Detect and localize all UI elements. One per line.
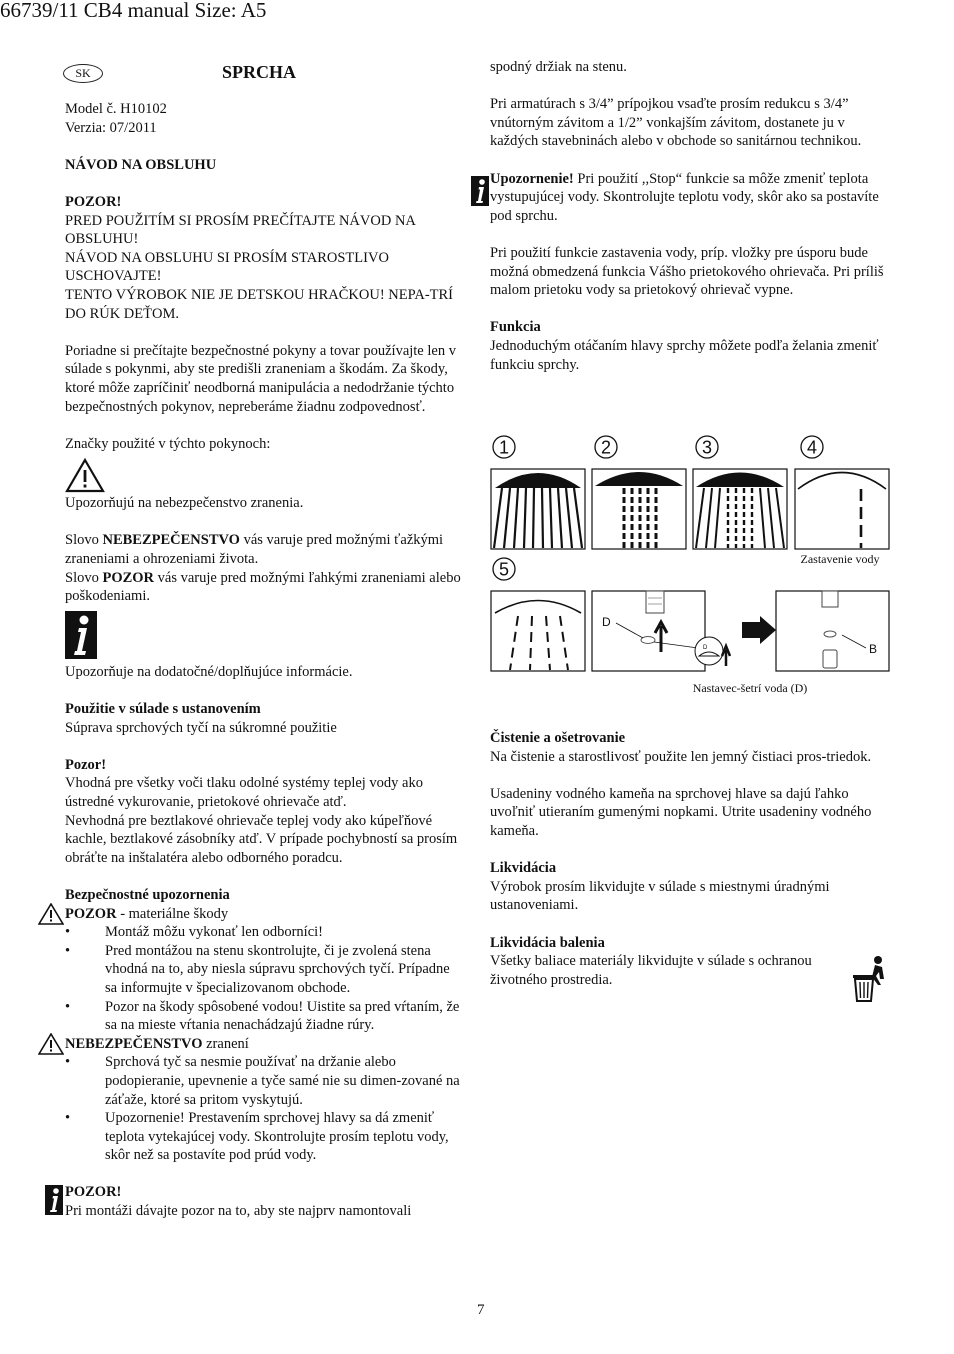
mode-5-shower-head-icon xyxy=(491,591,585,671)
mount-note-heading: POZOR! xyxy=(65,1184,122,1201)
symbol-info-text: Upozorňuje na dodatočné/doplňujúce informácie. xyxy=(65,663,353,680)
intro-text: Poriadne si prečítajte bezpečnostné pokyny a tovar používajte len v súlade s pokynmi, aby ste predišli zraneniam a škodám. Za škody, ktoré môže zapríčiniť neodborná manipulácia a nedodržanie týchto bezpečnostných pokynov, nepreberáme žiadnu zodpovednosť. xyxy=(65,342,456,415)
warning-triangle-icon xyxy=(38,903,64,925)
danger-word-sentence xyxy=(65,531,465,568)
mount-note xyxy=(65,1183,465,1220)
warning-line-2: NÁVOD NA OBSLUHU SI PROSÍM STAROSTLIVO USCHOVAJTE! xyxy=(65,249,389,285)
language-badge: SK xyxy=(63,64,103,83)
warning-triangle-icon xyxy=(38,1033,64,1055)
trash-bin-recycling-icon xyxy=(851,955,889,1003)
manual-heading: NÁVOD NA OBSLUHU xyxy=(65,156,217,173)
mode-number: 4 xyxy=(806,437,818,458)
material-damage-label-row xyxy=(65,905,465,924)
mode-4-shower-head-icon xyxy=(795,469,889,549)
saver-insert-caption: Nastavec-šetrí voda (D) xyxy=(692,681,808,695)
mode-number: 1 xyxy=(498,437,510,458)
info-icon xyxy=(45,1185,63,1215)
injury-label-row xyxy=(65,1035,465,1054)
stop-note xyxy=(490,170,890,226)
page-title: SPRCHA xyxy=(222,62,297,82)
injury-list xyxy=(65,1053,465,1165)
disposal-heading: Likvidácia xyxy=(490,860,557,877)
text-fragment: - materiálne škody xyxy=(116,905,229,922)
attention-heading: Pozor! xyxy=(65,756,107,773)
version: Verzia: 07/2011 xyxy=(65,119,157,136)
text-fragment: zranení xyxy=(202,1035,249,1052)
cleaning-text-1: Na čistenie a starostlivosť použite len jemný čistiaci pros-triedok. xyxy=(490,748,872,765)
mode-number: 3 xyxy=(701,437,713,458)
insert-label-d-small: D xyxy=(703,645,708,651)
injury-label: NEBEZPEČENSTVO xyxy=(65,1035,203,1052)
warning-triangle-icon xyxy=(65,458,105,494)
danger-word: NEBEZPEČENSTVO xyxy=(102,532,240,549)
text-fragment: vás varuje pred možnými ťažkými zraneniami a ohrozeniami života. xyxy=(65,532,444,568)
info-icon xyxy=(471,176,489,206)
saver-text: Pri použití funkcie zastavenia vody, príp. vložky pre úsporu bude možná obmedzená funkcia Vášho prietokového ohrievača. Pri príliš malom prietoku vody sa prietokový ohrievač vypne. xyxy=(490,244,884,299)
mount-note-text: Pri montáži dávajte pozor na to, aby ste najprv namontovali xyxy=(65,1203,412,1220)
model-number: Model č. H10102 xyxy=(65,101,167,117)
list-item: • Upozornenie! Prestavením sprchovej hlavy sa dá zmeniť teplota vytekajúcej vody. Skontrolujte prosím teplotu vody, skôr než sa postavíte pod prúd vody. xyxy=(65,1109,465,1165)
text-fragment: Pri použití ,,Stop“ funkcie sa môže zmeniť teplota vystupujúcej vody. Skontrolujte teplotu vody, skôr ako sa postavíte pod sprchu. xyxy=(490,170,879,224)
mount-note-continued: spodný držiak na stenu. xyxy=(490,59,627,75)
intended-use-text: Súprava sprchových tyčí na súkromné použitie xyxy=(65,719,337,736)
material-damage-list xyxy=(65,923,465,1035)
page-number: 7 xyxy=(477,1302,485,1318)
right-column xyxy=(490,58,890,374)
mode-number: 2 xyxy=(600,437,612,458)
warning-line-1: PRED POUŽITÍM SI PROSÍM PREČÍTAJTE NÁVOD NA OBSLUHU! xyxy=(65,212,416,248)
adapter-text: Pri armatúrach s 3/4” prípojkou vsaďte prosím redukcu s 3/4” vnútorným závitom a 1/2” vonkajším závitom, dostanete ju v každých stavebninách alebo v obchode so sanitárnou technikou. xyxy=(490,96,862,150)
attention-text-1: Vhodná pre všetky voči tlaku odolné systémy teplej vody ako ústredné vykurovanie, prietokové ohrievače atď. xyxy=(65,775,423,810)
list-item: • Pozor na škody spôsobené vodou! Uistite sa pred vŕtaním, že sa na mieste vŕtania nenachádzajú žiadne rúry. xyxy=(65,998,465,1035)
list-item: • Sprchová tyč sa nesmie používať na držanie alebo podopieranie, upevnenie a tyče samé nie su dimen-zované na záťaže, ktoré sa pritom vyskytujú. xyxy=(65,1053,465,1109)
injury-line xyxy=(65,1035,465,1054)
text-fragment: vás varuje pred možnými ľahkými zraneniami alebo poškodeniami. xyxy=(65,569,461,605)
right-column-lower xyxy=(490,729,890,989)
mode-3-shower-head-icon xyxy=(693,469,787,549)
cleaning-text-2: Usadeniny vodného kameňa na sprchovej hlave sa dajú ľahko uvoľniť utieraním gumenými nopkami. Utrite usadeniny vodného kameňa. xyxy=(490,785,872,839)
packaging-text: Všetky baliace materiály likvidujte v súlade s ochranou životného prostredia. xyxy=(490,953,812,988)
safety-heading: Bezpečnostné upozornenia xyxy=(65,886,230,903)
insert-label-d: D xyxy=(602,615,611,629)
function-heading: Funkcia xyxy=(490,319,541,336)
symbols-intro: Značky použité v týchto pokynoch: xyxy=(65,435,271,452)
function-text: Jednoduchým otáčaním hlavy sprchy môžete podľa želania zmeniť funkciu sprchy. xyxy=(490,337,879,373)
packaging-heading: Likvidácia balenia xyxy=(490,934,605,951)
info-icon xyxy=(65,611,97,659)
caution-word: POZOR xyxy=(102,569,155,586)
warning-heading: POZOR! xyxy=(65,193,122,210)
stop-water-caption: Zastavenie vody xyxy=(800,552,880,566)
disposal-text: Výrobok prosím likvidujte v súlade s miestnymi úradnými ustanoveniami. xyxy=(490,878,830,914)
symbol-warning-text: Upozorňujú na nebezpečenstvo zranenia. xyxy=(65,495,304,512)
saver-insert-diagram xyxy=(592,591,889,671)
material-damage-label: POZOR xyxy=(65,905,117,922)
list-item: • Pred montážou na stenu skontrolujte, či je zvolená stena vhodná na to, aby niesla súpravu sprchových tyčí. Prípadne sa informujte v špecializovanom obchode. xyxy=(65,942,465,998)
list-item: • Montáž môžu vykonať len odborníci! xyxy=(65,923,465,942)
material-damage-line xyxy=(65,905,465,924)
caution-word-sentence xyxy=(65,569,465,606)
document-header: 66739/11 CB4 manual Size: A5 xyxy=(0,0,267,22)
mode-1-shower-head-icon xyxy=(491,469,585,549)
cleaning-heading: Čistenie a ošetrovanie xyxy=(490,730,626,746)
text-fragment: Slovo xyxy=(65,569,103,586)
warning-line-3: TENTO VÝROBOK NIE JE DETSKOU HRAČKOU! NEPA-TRÍ DO RÚK DEŤOM. xyxy=(65,286,454,322)
shower-modes-figure xyxy=(488,430,894,705)
stop-note-text xyxy=(490,170,890,226)
stop-label: Upozornenie! xyxy=(490,170,574,187)
intended-use-heading: Použitie v súlade s ustanovením xyxy=(65,701,261,718)
left-column xyxy=(65,100,465,1221)
attention-text-2: Nevhodná pre beztlakové ohrievače teplej vody ako kúpeľňové kachle, beztlakové zásobníky atď. V prípade pochybností sa prosím obráťte na inštalatéra alebo odborného poradcu. xyxy=(65,812,458,866)
text-fragment: Slovo xyxy=(65,532,103,549)
mode-number: 5 xyxy=(498,559,510,580)
insert-label-b: B xyxy=(869,642,878,656)
mode-2-shower-head-icon xyxy=(592,469,686,549)
